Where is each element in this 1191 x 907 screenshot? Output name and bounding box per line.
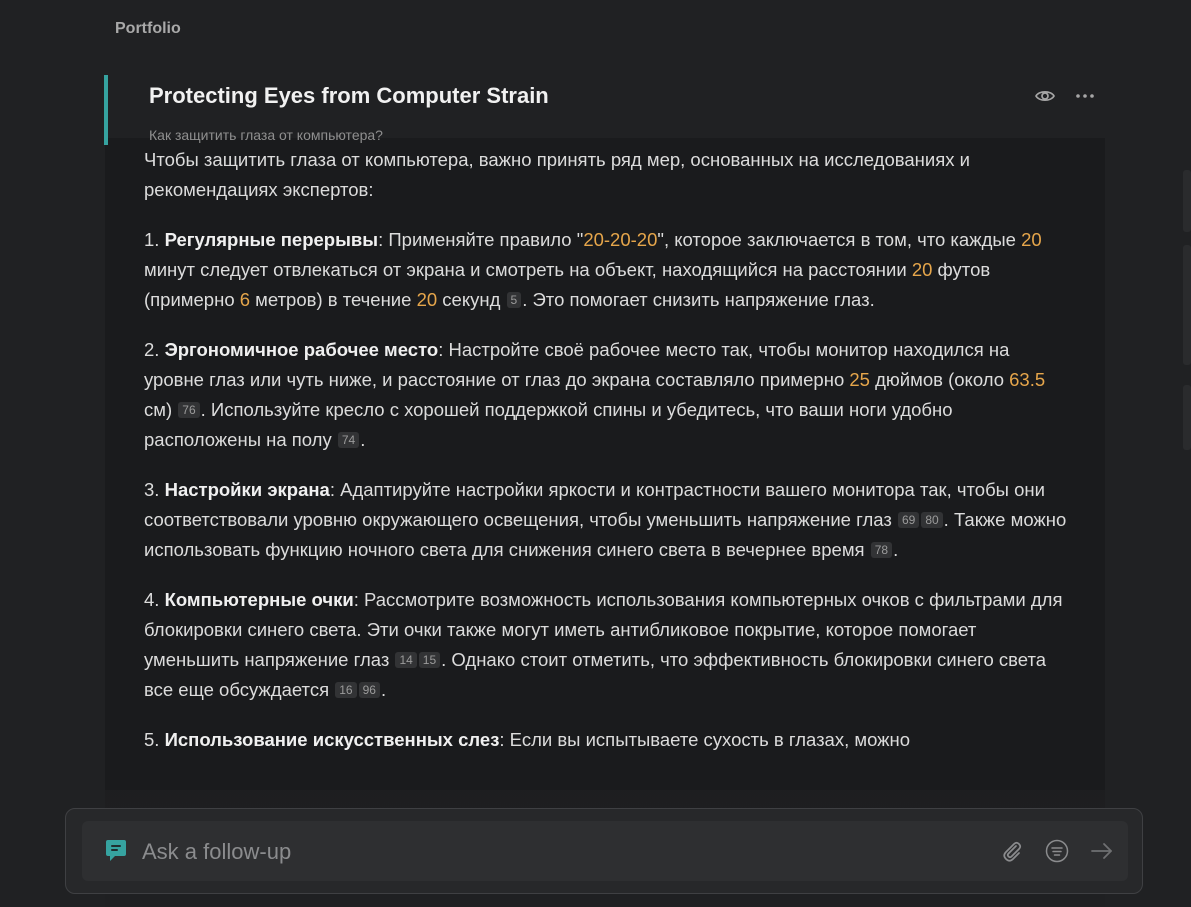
number-highlight: 20 xyxy=(1021,229,1042,250)
item-text: . xyxy=(380,679,387,700)
arrow-right-icon[interactable] xyxy=(1090,839,1114,863)
item-text: . Однако стоит отметить, что эффективность блокировки синего света все еще обсуждается xyxy=(144,649,1047,700)
citation-badge[interactable]: 96 xyxy=(359,682,380,698)
citation-badge[interactable]: 74 xyxy=(338,432,359,448)
item-text: метров) в течение xyxy=(250,289,417,310)
item-number: 3. xyxy=(144,479,165,500)
number-highlight: 20-20-20 xyxy=(583,229,658,250)
item-text: : Применяйте правило " xyxy=(378,229,584,250)
citation-badge[interactable]: 15 xyxy=(419,652,440,668)
item-text: ", которое заключается в том, что каждые xyxy=(657,229,1022,250)
item-text: : Адаптируйте настройки яркости и контрастности вашего монитора так, чтобы они соответствовали уровню окружающего освещения, чтобы уменьшить напряжение глаз xyxy=(144,479,1045,530)
item-text: см) xyxy=(144,399,178,420)
follow-up-inner xyxy=(82,821,1128,881)
paperclip-icon[interactable] xyxy=(1000,839,1024,863)
item-text: : Рассмотрите возможность использования компьютерных очков с фильтрами для блокировки синего света. Эти очки также могут иметь антибликовое покрытие, которое помогает уменьшить напряжение глаз xyxy=(144,589,1063,670)
citation-badge[interactable]: 78 xyxy=(871,542,892,558)
answer-intro: Чтобы защитить глаза от компьютера, важно принять ряд мер, основанных на исследованиях и рекомендациях экспертов: xyxy=(144,149,970,200)
answer-item-4 xyxy=(144,585,1069,705)
item-number: 2. xyxy=(144,339,165,360)
chat-bubble-icon xyxy=(103,838,129,864)
item-text: . Это помогает снизить напряжение глаз. xyxy=(522,289,875,310)
number-highlight: 25 xyxy=(849,369,870,390)
item-title: Использование искусственных слез xyxy=(164,729,500,750)
eye-icon[interactable] xyxy=(1034,85,1056,107)
follow-up-bar xyxy=(65,808,1143,894)
citation-badge[interactable]: 14 xyxy=(395,652,416,668)
answer-item-1 xyxy=(144,225,1069,315)
thread-title: Protecting Eyes from Computer Strain xyxy=(149,83,549,108)
more-options-icon[interactable] xyxy=(1074,85,1096,107)
accent-bar xyxy=(104,75,108,145)
item-text: . Также можно использовать функцию ночного света для снижения синего света в вечернее время xyxy=(144,509,1067,560)
number-highlight: 6 xyxy=(239,289,251,310)
item-title: Компьютерные очки xyxy=(164,589,354,610)
focus-filter-icon[interactable] xyxy=(1045,839,1069,863)
brand-title[interactable]: Portfolio xyxy=(115,20,181,37)
thread-header xyxy=(104,75,1106,145)
item-title: Эргономичное рабочее место xyxy=(164,339,439,360)
answer-panel xyxy=(105,138,1105,907)
item-text: дюймов (около xyxy=(869,369,1010,390)
number-highlight: 63.5 xyxy=(1009,369,1046,390)
item-text: минут следует отвлекаться от экрана и смотреть на объект, находящийся на расстоянии xyxy=(144,259,912,280)
item-text: : Если вы испытываете сухость в глазах, можно xyxy=(499,729,911,750)
citation-badge[interactable]: 5 xyxy=(507,292,522,308)
number-highlight: 20 xyxy=(911,259,933,280)
item-text: . xyxy=(360,429,366,450)
answer-body xyxy=(144,145,1069,865)
follow-up-input[interactable] xyxy=(140,835,974,869)
citation-badge[interactable]: 69 xyxy=(898,512,919,528)
item-text: : Настройте своё рабочее место так, чтобы монитор находился на уровне глаз или чуть ниже, и расстояние от глаз до экрана составляло примерно xyxy=(144,339,1010,390)
scroll-edge-top xyxy=(1183,170,1191,232)
item-number: 4. xyxy=(144,589,165,610)
scroll-edge-mid xyxy=(1183,245,1191,365)
citation-badge[interactable]: 16 xyxy=(335,682,356,698)
item-text: футов (примерно xyxy=(144,259,991,310)
citation-badge[interactable]: 76 xyxy=(178,402,199,418)
scroll-edge-lower xyxy=(1183,385,1191,450)
item-text: . Используйте кресло с хорошей поддержкой спины и убедитесь, что ваши ноги удобно расположены на полу xyxy=(144,399,953,450)
item-text: секунд xyxy=(437,289,506,310)
thread-question: Как защитить глаза от компьютера? xyxy=(149,127,383,143)
number-highlight: 20 xyxy=(416,289,438,310)
answer-item-3 xyxy=(144,475,1069,565)
answer-item-2 xyxy=(144,335,1069,455)
item-number: 1. xyxy=(144,229,165,250)
citation-badge[interactable]: 80 xyxy=(921,512,942,528)
item-number: 5. xyxy=(144,729,165,750)
item-title: Настройки экрана xyxy=(164,479,330,500)
item-title: Регулярные перерывы xyxy=(164,229,379,250)
item-text: . xyxy=(893,539,899,560)
answer-item-5 xyxy=(144,725,1069,755)
